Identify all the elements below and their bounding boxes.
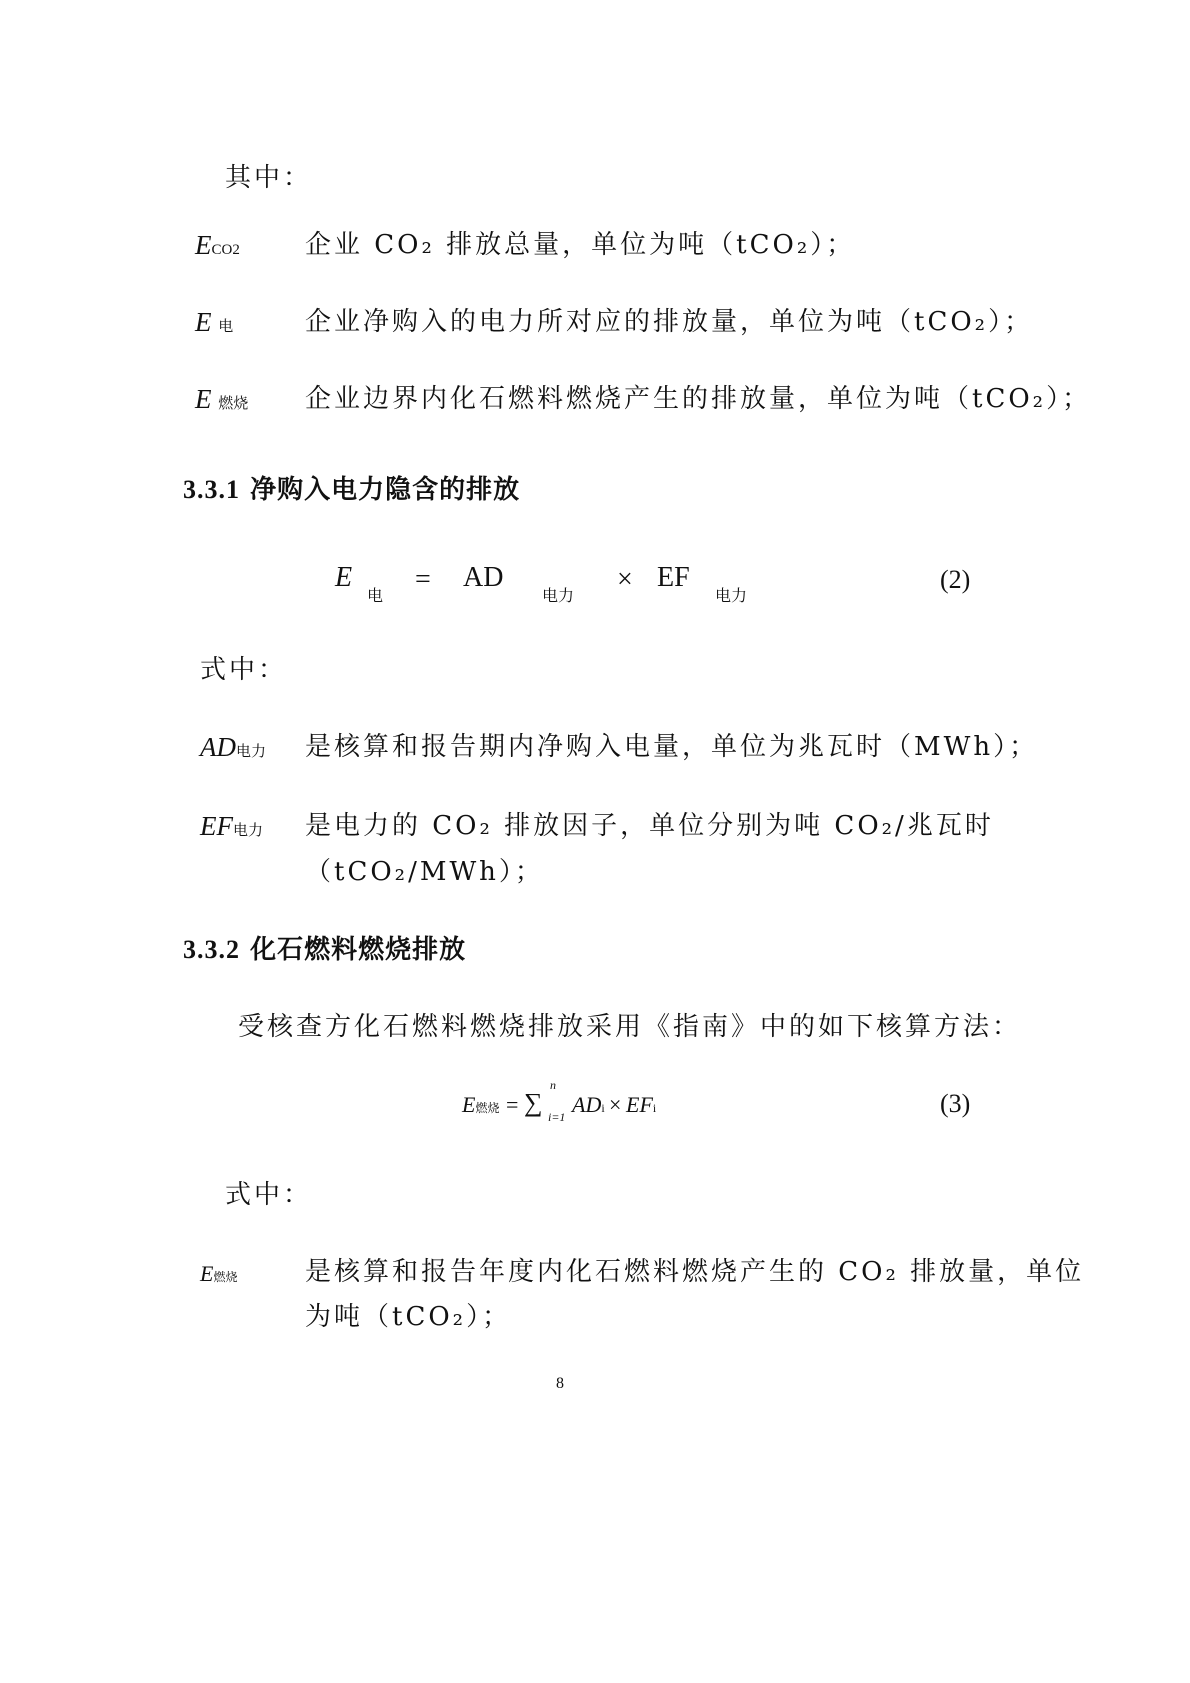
definition-text: 是核算和报告年度内化石燃料燃烧产生的 CO₂ 排放量，单位	[305, 1257, 1085, 1287]
summation-upper: n	[550, 1078, 556, 1092]
definition-text-continued: 为吨（tCO₂）；	[305, 1302, 512, 1332]
summation-lower: i=1	[548, 1110, 566, 1124]
equation-ad: AD	[463, 562, 504, 593]
definition-text: 企业 CO₂ 排放总量，单位为吨（tCO₂）；	[305, 230, 856, 260]
page-number: 8	[556, 1375, 564, 1392]
definition-symbol: ECO2	[195, 230, 240, 260]
where-label: 式中：	[225, 1180, 313, 1210]
equation-number: (3)	[940, 1089, 971, 1118]
section-heading: 3.3.1 净购入电力隐含的排放	[183, 475, 521, 505]
equation-lhs-subscript: 电	[367, 588, 384, 605]
times-sign: ×	[617, 564, 633, 595]
definition-symbol: E燃烧	[200, 1261, 238, 1286]
equation-lhs: E	[335, 562, 353, 593]
summation-sign: ∑	[524, 1088, 543, 1117]
equation-lhs: E燃烧	[462, 1092, 500, 1117]
definition-symbol: AD电力	[200, 732, 267, 762]
where-label: 其中：	[225, 163, 313, 193]
definition-symbol: EF电力	[200, 811, 264, 841]
definition-text: 企业边界内化石燃料燃烧产生的排放量，单位为吨（tCO₂）；	[305, 384, 1092, 414]
times-sign: ×	[609, 1092, 622, 1117]
equation-number: (2)	[940, 565, 971, 594]
equals-sign: =	[506, 1092, 519, 1117]
definition-symbol: E 燃烧	[195, 384, 249, 414]
section-heading: 3.3.2 化石燃料燃烧排放	[183, 935, 467, 965]
definition-text-continued: （tCO₂/MWh）；	[305, 857, 544, 887]
definition-text: 是核算和报告期内净购入电量，单位为兆瓦时（MWh）；	[305, 732, 1039, 762]
equals-sign: =	[415, 564, 431, 595]
equation-ad: ADi	[572, 1092, 605, 1117]
equation-ef: EFi	[626, 1092, 657, 1117]
definition-text: 是电力的 CO₂ 排放因子，单位分别为吨 CO₂/兆瓦时	[305, 811, 994, 841]
paragraph: 受核查方化石燃料燃烧排放采用《指南》中的如下核算方法：	[238, 1012, 1022, 1042]
equation-ad-subscript: 电力	[542, 588, 575, 605]
where-label: 式中：	[200, 655, 288, 685]
definition-text: 企业净购入的电力所对应的排放量，单位为吨（tCO₂）；	[305, 307, 1034, 337]
definition-symbol: E 电	[195, 307, 234, 337]
equation-ef: EF	[657, 562, 690, 593]
equation-ef-subscript: 电力	[715, 588, 748, 605]
